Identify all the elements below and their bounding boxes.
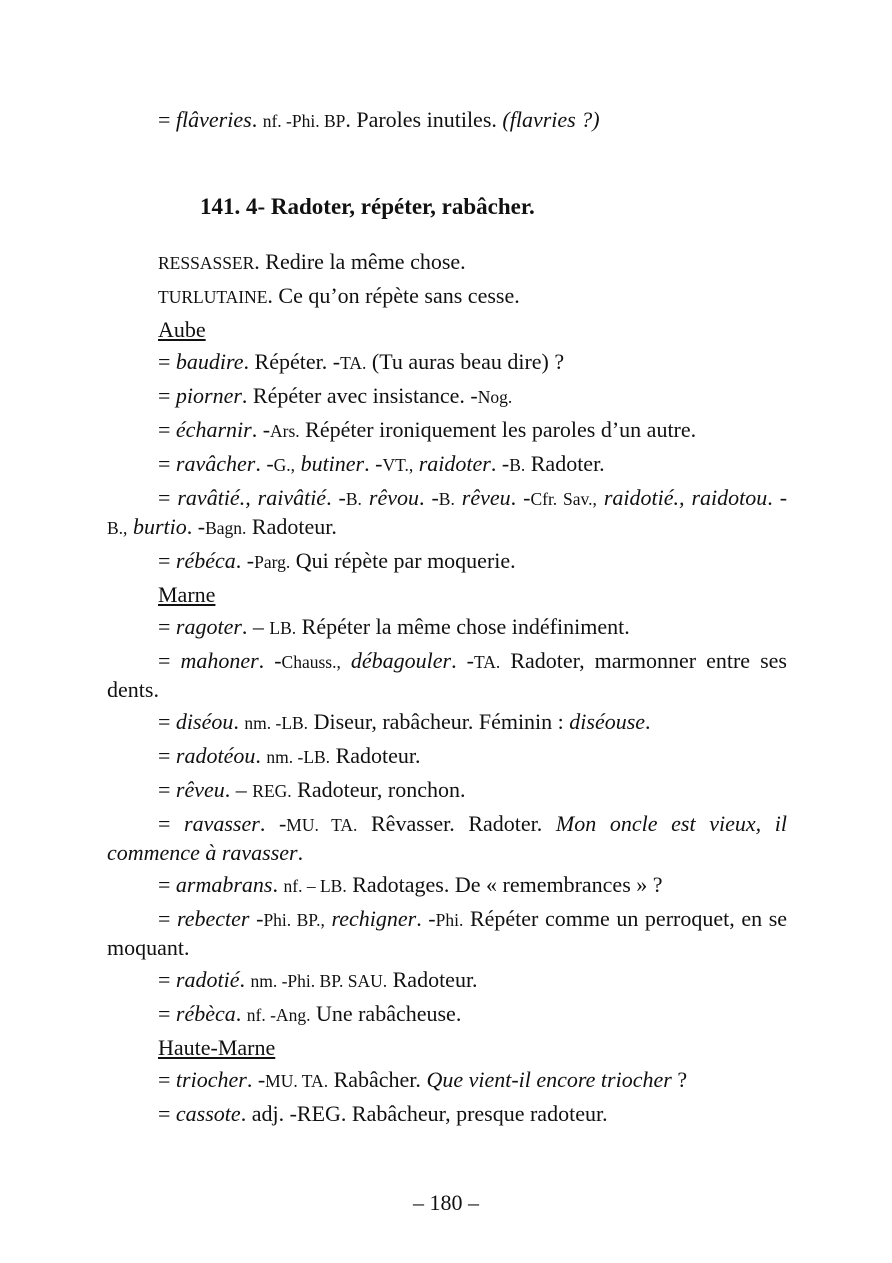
- entry-text: . Répéter. -: [243, 349, 341, 374]
- source-abbrev: LB.: [269, 618, 297, 638]
- entry-paragraph: [107, 450, 787, 479]
- entry-italic: mahoner: [180, 648, 259, 673]
- entry-italic: radotié: [175, 967, 240, 992]
- entry-paragraph: [107, 871, 787, 900]
- source-abbrev: Bagn.: [205, 518, 247, 538]
- entry-text: =: [158, 1101, 176, 1126]
- entry-italic: rechigner: [331, 906, 417, 931]
- entry-paragraph: [107, 316, 787, 343]
- entry-text: . -: [246, 1067, 266, 1092]
- source-abbrev: Phi. BP.,: [263, 910, 325, 930]
- entry-italic: radotéou: [175, 743, 256, 768]
- entry-text: . -: [451, 648, 474, 673]
- entry-text: Qui répète par moquerie.: [290, 548, 516, 573]
- entry-text: =: [158, 967, 176, 992]
- entry-italic: rêvou: [368, 485, 419, 510]
- entry-paragraph: [107, 810, 787, 866]
- entry-text: Radoter, marmonner entre ses dents.: [107, 648, 787, 702]
- entry-text: .: [645, 709, 651, 734]
- entry-text: .: [235, 1001, 247, 1026]
- entry-text: . -: [767, 485, 788, 510]
- entry-text: . -: [258, 648, 282, 673]
- entry-paragraph: [107, 647, 787, 703]
- entry-text: . -: [416, 906, 436, 931]
- entry-text: Répéter comme un perroquet, en se moquant.: [107, 906, 788, 960]
- entry-italic: raidotié., raidotou: [603, 485, 768, 510]
- entry-text: =: [158, 906, 178, 931]
- intro-run: =: [158, 107, 176, 132]
- entry-text: . -: [418, 485, 439, 510]
- entry-text: -: [249, 906, 264, 931]
- intro-run: . Paroles inutiles.: [345, 107, 503, 132]
- entry-italic: armabrans: [175, 872, 273, 897]
- entry-italic: Que vient-il encore triocher: [426, 1067, 672, 1092]
- entry-text: Radoteur, ronchon.: [291, 777, 466, 802]
- entry-text: Répéter ironiquement les paroles d’un autre.: [299, 417, 697, 442]
- entry-text: Radoteur.: [387, 967, 478, 992]
- entry-text: Rabâcher.: [328, 1067, 427, 1092]
- entry-text: (Tu auras beau dire) ?: [366, 349, 565, 374]
- entry-text: =: [158, 1001, 176, 1026]
- entry-paragraph: [107, 248, 787, 277]
- source-abbrev: B.: [345, 489, 362, 509]
- entry-text: . -: [364, 451, 383, 476]
- source-abbrev: TA.: [473, 652, 501, 672]
- source-abbrev: G.,: [273, 455, 296, 475]
- entry-text: . -: [186, 514, 206, 539]
- source-abbrev: B.: [509, 455, 526, 475]
- entry-paragraph: [107, 382, 787, 411]
- entry-text: .: [272, 872, 284, 897]
- intro-note: (flavries ?): [502, 107, 600, 132]
- entry-italic: rébèca: [175, 1001, 236, 1026]
- source-abbrev: MU. TA.: [265, 1071, 329, 1091]
- entry-text: . –: [241, 614, 270, 639]
- source-abbrev: RESSASSER: [158, 253, 255, 273]
- entry-paragraph: [107, 613, 787, 642]
- entry-italic: ragoter: [175, 614, 242, 639]
- entry-text: =: [158, 383, 176, 408]
- source-abbrev: TURLUTAINE: [158, 287, 268, 307]
- source-abbrev: nf. -Ang.: [246, 1005, 311, 1025]
- source-abbrev: B.: [438, 489, 455, 509]
- entry-paragraph: [107, 282, 787, 311]
- entry-italic: écharnir: [175, 417, 252, 442]
- entry-italic: raidoter: [418, 451, 491, 476]
- source-abbrev: Phi.: [435, 910, 464, 930]
- entry-paragraph: [107, 1066, 787, 1095]
- entry-text: =: [158, 548, 176, 573]
- entry-italic: diséouse: [569, 709, 646, 734]
- entry-text: . -: [490, 451, 510, 476]
- entry-italic: rebecter: [177, 906, 250, 931]
- entry-text: [362, 485, 369, 510]
- source-abbrev: nm. -LB.: [244, 713, 309, 733]
- source-abbrev: Parg.: [254, 552, 291, 572]
- entry-text: =: [158, 485, 178, 510]
- entry-paragraph: [107, 547, 787, 576]
- entry-italic: rébéca: [175, 548, 236, 573]
- entry-italic: cassote: [175, 1101, 241, 1126]
- intro-entry: [107, 106, 787, 135]
- entry-text: =: [158, 648, 181, 673]
- entry-text: =: [158, 1067, 176, 1092]
- page-number: – 180 –: [413, 1190, 479, 1215]
- entry-text: [341, 648, 351, 673]
- entry-text: =: [158, 417, 176, 442]
- intro-headword: flâveries: [175, 107, 252, 132]
- entry-text: . -: [235, 548, 255, 573]
- source-abbrev: B.,: [107, 518, 128, 538]
- entry-text: . -: [251, 417, 271, 442]
- entry-paragraph: [107, 416, 787, 445]
- entry-italic: butiner: [300, 451, 365, 476]
- entry-text: . -: [259, 811, 287, 836]
- entry-text: [597, 485, 604, 510]
- entry-text: . -: [326, 485, 346, 510]
- entry-text: . adj. -REG. Rabâcheur, presque radoteur.: [240, 1101, 608, 1126]
- entry-text: =: [158, 872, 176, 897]
- entry-paragraph: [107, 776, 787, 805]
- entry-text: Une rabâcheuse.: [310, 1001, 462, 1026]
- source-abbrev: Ars.: [270, 421, 300, 441]
- region-heading: Marne: [158, 582, 216, 607]
- entry-text: =: [158, 777, 176, 802]
- entry-text: Rêvasser. Radoter.: [357, 811, 556, 836]
- entry-italic: ravasser: [184, 811, 260, 836]
- region-heading: Haute-Marne: [158, 1035, 276, 1060]
- entry-text: Radoteur.: [330, 743, 421, 768]
- entry-text: . –: [224, 777, 253, 802]
- entry-text: Diseur, rabâcheur. Féminin :: [308, 709, 570, 734]
- entry-text: =: [158, 349, 176, 374]
- source-abbrev: nm. -LB.: [266, 747, 331, 767]
- section-heading: 141. 4- Radoter, répéter, rabâcher.: [200, 194, 535, 219]
- entry-text: . Répéter avec insistance. -: [241, 383, 478, 408]
- entry-italic: ravâcher: [175, 451, 256, 476]
- source-abbrev: REG.: [252, 781, 292, 801]
- entry-list: [107, 248, 787, 1132]
- entry-text: =: [158, 709, 176, 734]
- intro-source-abbrev: nf. -Phi. BP: [262, 111, 346, 131]
- entry-text: . Redire la même chose.: [254, 249, 466, 274]
- source-abbrev: nf. – LB.: [283, 876, 347, 896]
- entry-italic: triocher: [175, 1067, 247, 1092]
- entry-paragraph: [107, 708, 787, 737]
- entry-text: .: [297, 840, 304, 865]
- entry-text: [455, 485, 462, 510]
- entry-text: Répéter la même chose indéfiniment.: [296, 614, 630, 639]
- source-abbrev: TA.: [340, 353, 367, 373]
- entry-text: .: [233, 709, 245, 734]
- entry-text: .: [255, 743, 267, 768]
- source-abbrev: VT.,: [382, 455, 414, 475]
- entry-italic: baudire: [175, 349, 244, 374]
- entry-paragraph: [107, 484, 787, 542]
- source-abbrev: Chauss.,: [281, 652, 341, 672]
- entry-paragraph: [107, 905, 787, 961]
- entry-paragraph: [107, 1100, 787, 1127]
- source-abbrev: Cfr. Sav.,: [530, 489, 597, 509]
- source-abbrev: nm. -Phi. BP. SAU.: [250, 971, 388, 991]
- entry-text: ?: [671, 1067, 688, 1092]
- entry-text: Radoter.: [525, 451, 605, 476]
- entry-paragraph: [107, 966, 787, 995]
- entry-italic: Mon oncle est vieux, il commence à ravasser: [107, 811, 787, 865]
- source-abbrev: Nog.: [477, 387, 513, 407]
- entry-paragraph: [107, 581, 787, 608]
- entry-text: =: [158, 451, 176, 476]
- entry-italic: piorner: [175, 383, 242, 408]
- entry-paragraph: [107, 1034, 787, 1061]
- entry-text: =: [158, 614, 176, 639]
- entry-text: . -: [255, 451, 274, 476]
- entry-text: Radoteur.: [246, 514, 337, 539]
- entry-text: . -: [510, 485, 531, 510]
- entry-italic: débagouler: [350, 648, 452, 673]
- entry-text: .: [239, 967, 251, 992]
- entry-italic: burtio: [132, 514, 187, 539]
- entry-text: Radotages. De « remembrances » ?: [346, 872, 663, 897]
- entry-italic: rêveu: [175, 777, 225, 802]
- entry-paragraph: [107, 348, 787, 377]
- region-heading: Aube: [158, 317, 206, 342]
- entry-italic: rêveu: [461, 485, 511, 510]
- intro-run: .: [251, 107, 263, 132]
- entry-italic: ravâtié., raivâtié: [177, 485, 327, 510]
- entry-paragraph: [107, 1000, 787, 1029]
- entry-text: =: [158, 743, 176, 768]
- source-abbrev: MU. TA.: [286, 815, 358, 835]
- entry-text: =: [158, 811, 185, 836]
- entry-italic: diséou: [175, 709, 234, 734]
- entry-paragraph: [107, 742, 787, 771]
- entry-text: . Ce qu’on répète sans cesse.: [267, 283, 520, 308]
